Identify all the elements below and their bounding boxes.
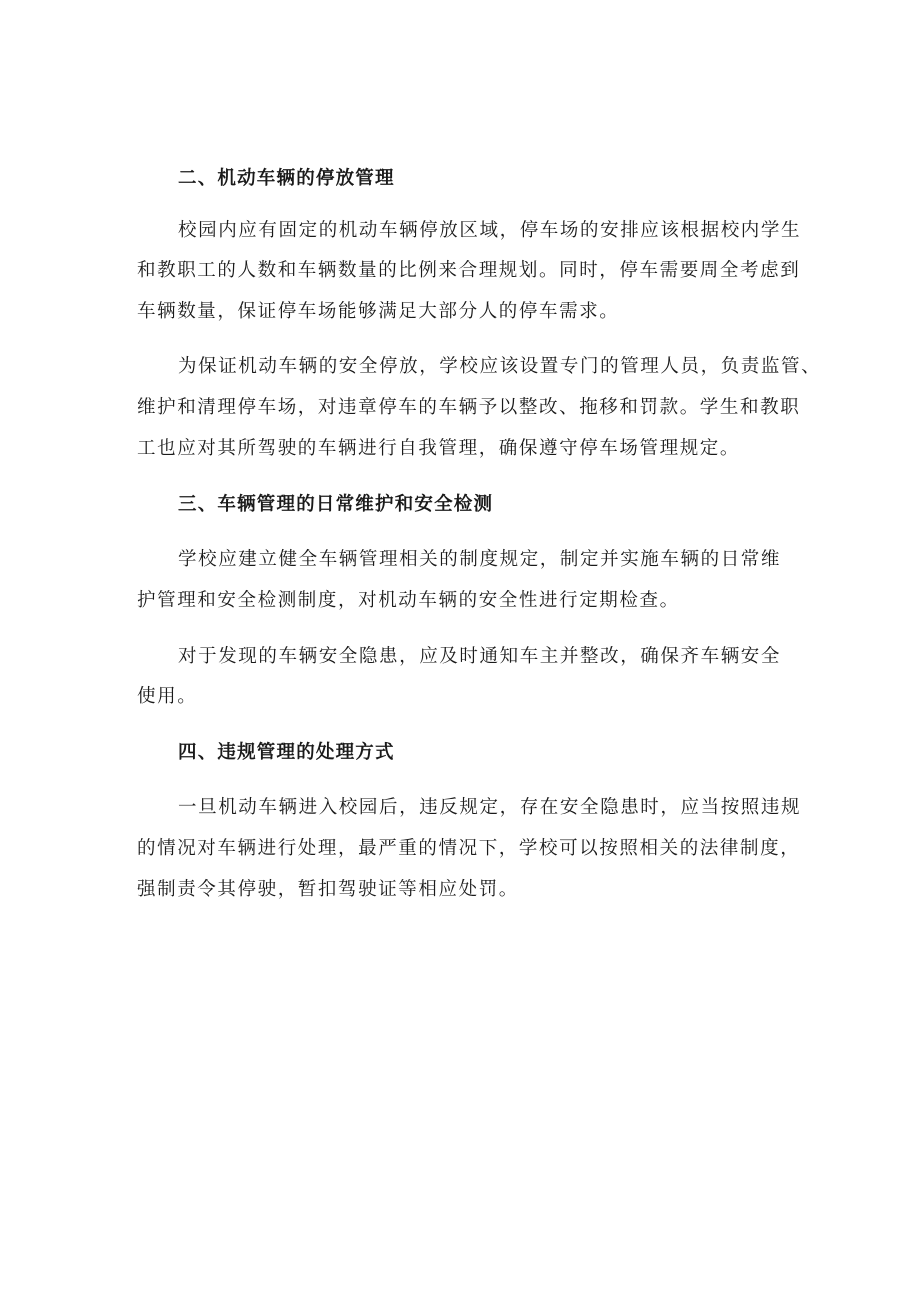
paragraph-line: 强制责令其停驶，暂扣驾驶证等相应处罚。 <box>137 879 519 900</box>
paragraph-line: 护管理和安全检测制度，对机动车辆的安全性进行定期检查。 <box>137 590 680 611</box>
paragraph-line: 维护和清理停车场，对违章停车的车辆予以整改、拖移和罚款。学生和教职 <box>137 397 801 418</box>
section-heading: 四、违规管理的处理方式 <box>178 742 395 763</box>
section-heading: 二、机动车辆的停放管理 <box>178 168 395 189</box>
paragraph-line: 使用。 <box>137 686 198 707</box>
paragraph-line: 学校应建立健全车辆管理相关的制度规定，制定并实施车辆的日常维 <box>178 549 782 570</box>
paragraph-line: 校园内应有固定的机动车辆停放区域，停车场的安排应该根据校内学生 <box>178 220 802 241</box>
paragraph-line: 工也应对其所驾驶的车辆进行自我管理，确保遵守停车场管理规定。 <box>137 438 741 459</box>
paragraph-line: 的情况对车辆进行处理，最严重的情况下，学校可以按照相关的法律制度， <box>137 838 801 859</box>
paragraph-line: 车辆数量，保证停车场能够满足大部分人的停车需求。 <box>137 301 620 322</box>
paragraph-line: 对于发现的车辆安全隐患，应及时通知车主并整改，确保齐车辆安全 <box>178 646 782 667</box>
section-heading: 三、车辆管理的日常维护和安全检测 <box>178 494 494 515</box>
paragraph-line: 和教职工的人数和车辆数量的比例来合理规划。同时，停车需要周全考虑到 <box>137 260 801 281</box>
paragraph-line: 一旦机动车辆进入校园后，违反规定，存在安全隐患时，应当按照违规 <box>178 797 802 818</box>
paragraph-line: 为保证机动车辆的安全停放，学校应该设置专门的管理人员，负责监管、 <box>178 356 822 377</box>
